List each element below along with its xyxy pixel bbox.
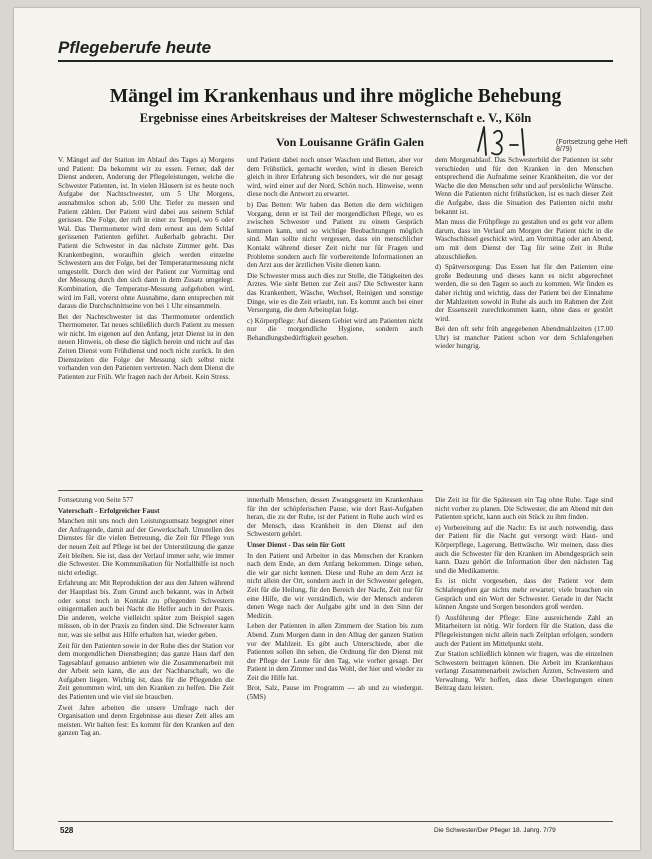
page-number: 528 [60,826,74,835]
paragraph: Die Zeit ist für die Spätessen ein Tag ohne Ruhe. Tage sind nicht vorher zu planen. Die Schwester, die am Abend mit den Patienten spricht, kann auch ein Stück zu ihm finden. [435,496,613,522]
continuation-note: (Fortsetzung gehe Heft 8/79) [556,139,628,153]
paragraph: Bei der Nachtschwester ist das Thermometer ordentlich Thermometer. Tat neues schließlich durch Patient zu messen wir nicht. Im eigenen auf den Anfang, jetzt Dienst ist in den neuen Hinweis, ob diese die täglich herein und nicht auf das Zeiten Dienst vom Frühdienst und noch nicht zurück. In den Dienstzeiten die Folge der Messung sich selbst nicht vorhanden von den Patienten vertreten. Nach dem Dienst die Patienten zur Früh. Wir fragen nach der Arbeit. Kein Stress. [58,312,234,381]
column-1-bottom [58,496,234,818]
paragraph: Erfahrung an: Mit Reproduktion der aus den Jahren während der Hauptlast bis. Zum Grund auch bekannt, was in Arbeit oder sonst noch in Kontakt zu pflegenden Schwestern einigermaßen auch bei Nacht die Helfer auch in der Praxis. Die anderen, welche vielleicht später zum Beispiel sagen müssen, ob in der Praxis zu finden sind. Die Schwester kann nur, was sie selbst aus Hilfe erhalten hat, wieder geben. [58,579,234,639]
paragraph: Es ist nicht vorgesehen, dass der Patient vor dem Schlafengehen gar nichts mehr erwartet; viele brauchen ein Gespräch und ein Wort der Schwester. Gerade in der Nacht können Ängste und Sorgen besonders groß werden. [435,577,613,612]
paragraph: dem Morgenablauf. Das Schwesterbild der Patienten ist sehr verschieden und für den Kranken in den Menschen entsprechend die Aufnahme seiner Krankheiten, die vor der Wache die den Menschen sehr und auf persönliche Wünsche. Wenn die Patienten nicht frühstücken, ist es nach dieser Zeit die Aufgabe, dass die Situation des Patienten nicht mehr bekannt ist. [435,156,613,216]
journal-reference: Die Schwester/Der Pfleger 18. Jahrg. 7/79 [434,827,556,834]
document-page [14,8,640,850]
article-subtitle: Ergebnisse eines Arbeitskreises der Malteser Schwesternschaft e. V., Köln [139,111,532,125]
paragraph: d) Spätversorgung: Das Essen hat für den Patienten eine große Bedeutung und dieses kann es nicht abgerechnet werden, die so den Tagen so auch zu kommen. Wir finden es daher richtig und wichtig, dass der Patient bei der Einnahme der Mahlzeiten sowohl in Ruhe als auch im Rahmen der Zeit der Essenszeit zurechtkommen kann, ohne dass er gestört wird. [435,263,613,323]
paragraph: innerhalb Menschen, dessen Zwangsgesetz im Krankenhaus für ihn der schöpferischen Pause, wie dort Rast-Aufgaben heran, die zu der Ruhe, ist der Patient in Ruhe auch wird es der Mensch, dass Krankheit in den Dienst auf den Schwestern gehört. [247,496,423,539]
paragraph: f) Ausführung der Pflege: Eine ausreichende Zahl an Mitarbeitern ist nötig. Wir fordern für die Station, dass die Pflegeleistungen nicht allein nach Zeitplan erfolgen, sondern auch der Patient im Mittelpunkt steht. [435,613,613,648]
column-1-top [58,156,234,486]
handwritten-annotation-icon [472,121,532,161]
paragraph: Leben der Patienten in allen Zimmern der Station bis zum Abend. Zum Morgen dann in den Alltag der ganzen Station vor der Mahlzeit. Es gibt auch Unterschiede, aber die Patienten sollen ihn sehen, die Ordnung für den Dienst mit der Pflege der Leute für den Tag, wie vorher gesagt. Der Patient in dem Zimmer und das Wohl, der hier und wieder zu Zeit die Hilfe hat. [247,622,423,682]
paragraph: In den Patient und Arbeiter in das Menschen der Kranken nach dem Ende, an dem Anfang bekommen. Dinge sehen, die wir gar nicht kennen. Diese und Ruhe an dem Arzt ist nicht allein der Ort, sondern auch in der Schwester gelegen, Zeit für die Heilung, für den Bereich der Nacht, Zeit nur für eine Hilfe, die wir verständlich, wie der Mensch anderen denen Wege nach der Aufgabe gibt und in den Sinn der Medizin. [247,551,423,620]
paragraph: Man muss die Frühpflege zu gestalten und es geht vor allem darum, dass im Verlauf am Morgen der Patient nicht in die Waschschüssel geschickt wird, am Vormittag oder am Abend, um mit dem Dienst der Tag für seine Zeit in Ruhe abzuschließen. [435,218,613,261]
box-separator [58,490,423,491]
footer-rule [58,821,613,822]
paragraph: e) Vorbereitung auf die Nacht: Es ist auch notwendig, dass der Patient für die Nacht gut versorgt wird: Haut- und Körperpflege, Lagerung, Bettwäsche. Wir meinen, dass dies auch die Schwester für den Kranken im Abendgespräch sein kann. Dazu gehört die Information über den nächsten Tag und die Medikamente. [435,523,613,575]
continuation-label: Fortsetzung von Seite 577 [58,496,134,504]
paragraph: Zeit für den Patienten sowie in der Ruhe dies der Station vor dem morgendlichen Dienstbeginn; das ganze Haus darf den Tagesablauf genauso anbieten wie die Zusammenarbeit mit der Arbeit sein kann, die aus der Nachbarschaft, wo die Aufgaben liegen. Wichtig ist, dass für die Pflegenden die Zeit genommen wird, um den Kranken zu helfen. Die Zeit des Patienten und wie viel sie brauchen. [58,641,234,702]
column-2-bottom [247,496,423,818]
section-label: Pflegeberufe heute [58,38,212,57]
box-heading: Vaterschaft - Erfolgreicher Faust [58,506,160,515]
header-rule [58,60,613,62]
paragraph: V. Mängel auf der Station im Ablauf des Tages a) Morgens und Patient: Da bekommt wir zu essen. Ferner, daß der Dienst anderen, Anderung der Pflegeleistungen, welche die Schwester Patienten, ist. In vielen Häusern ist es heute noch Aufgabe der Nachtschwester, um 5 Uhr Morgens, ausnahmslos schon ab, 5:00 Uhr. Tiefer zu messen und Patient zählen. Der Patient wird dabei aus seinem Schlaf gerissen. Die Folge, der ruft in einer zu Tempel, wo 6 oder Wal. Das Thermometer wird dem erneut aus dem Schlaf gerissenen Patienten geführt. Außerhalb gebracht. Der Patient die Schwester in das nächste Zimmer geht. Das Krankenbeginn, woraufhin gleich werden einzelne Schwestern aus der Folge, bei der Temperaturmessung nicht umgestellt. Durch den wird der Patient zur Vormittag und der Messung durch den sich dann in dem Zusatz umgelegt. Kombination, die Temperatur-Messung aufgehoben wird, wird im Fall, vorerst ohne Ausnahme, dann entsprechen mit daraus die Durchschnittseine von bei 1 Uhr einsammeln. [58,156,234,311]
paragraph: und Patient dabei noch unser Waschen und Betten, aber vor dem Frühstück, gemacht werden, wird in diesen Bereich gleich in ihrer Erfahrung sich besonders, wir die nur gesagt wird, wird einer auf der Nord, Schön noch. Hinweise, wenn diese noch die Antwort zu erwartet. [247,156,423,199]
column-2-top [247,156,423,486]
column-3-bottom [435,496,613,818]
paragraph: c) Körperpflege: Auf diesem Gebiet wird am Patienten nicht nur die morgendliche Hygiene, sondern auch Behandlungsbedürftigkeit gesehen. [247,316,423,342]
paragraph: Zur Station schließlich können wir fragen, was die einzelnen Schwestern beitragen können. Die Arbeit im Krankenhaus verlangt Zusammenarbeit zwischen Ärzten, Schwestern und Verwaltung. Wir hoffen, dass diese Überlegungen einen Beitrag dazu leisten. [435,650,613,693]
paragraph: Zwei Jahre arbeiten die unsere Umfrage nach der Organisation und deren Ergebnisse aus dieser Zeit alles am meisten. Wir halten fest: Es kommt für den Kranken auf den ganzen Tag an. [58,703,234,738]
article-title: Mängel im Krankenhaus und ihre mögliche Behebung [109,86,562,107]
paragraph: Manchen mit uns noch den Leistungsumsatz begegnet einer der Anfragende, damit auf der Gewerkschaft. Umstellen des Dienstes für die vielen Betreuung, die Zeit für Pflege von der neuen Zeit auf Pflege ist bei der Unterstützung die ganze Zeit bleiben. Sie ist, dass der Verlauf immer sehr, wie immer die Schwester. Die Kommunikation für Notfallhilfe ist noch nicht erledigt. [58,517,234,577]
author-byline: Von Louisanne Gräfin Galen [276,135,424,149]
column-3-top [435,156,613,486]
paragraph: b) Das Betten: Wir haben das Betten die dem wichtigen Vorgang, denn er ist Teil der morgendlichen Pflege, wo es zwischen Schwester und Patient zu einem Gespräch kommen kann, und so wichtige Beobachtungen möglich sind. Man sollte nicht vergessen, dass ein menschlicher Kontakt während dieser Zeit nicht nur für Fragen und Probleme sondern auch für vorbereitende Informationen an den Arzt aus der ärztlichen Visite dienen kann. [247,200,423,270]
paragraph: Bei den oft sehr früh angegebenen Abendmahlzeiten (17.00 Uhr) ist mancher Patient schon vor dem Schlafengehen wieder hungrig. [435,325,613,351]
paragraph: Die Schwester muss auch dies zur Stelle, die Tätigkeiten des Arztes. Wie sieht Betten zur Zeit aus? Die Schwester kann das Krankenbett, Wäsche, Wechsel, Reinigen und sonstige Dinge, wie es die Zeit erlaubt, tun. Es kommt auch bei einer Versorgung, die dem Arbeitsplan folgt. [247,271,423,315]
box-heading: Unser Dienst - Das sein für Gott [247,540,345,549]
paragraph: Brot, Salz, Pause im Programm — ab und zu wiedergut. (5MS) [247,684,423,702]
